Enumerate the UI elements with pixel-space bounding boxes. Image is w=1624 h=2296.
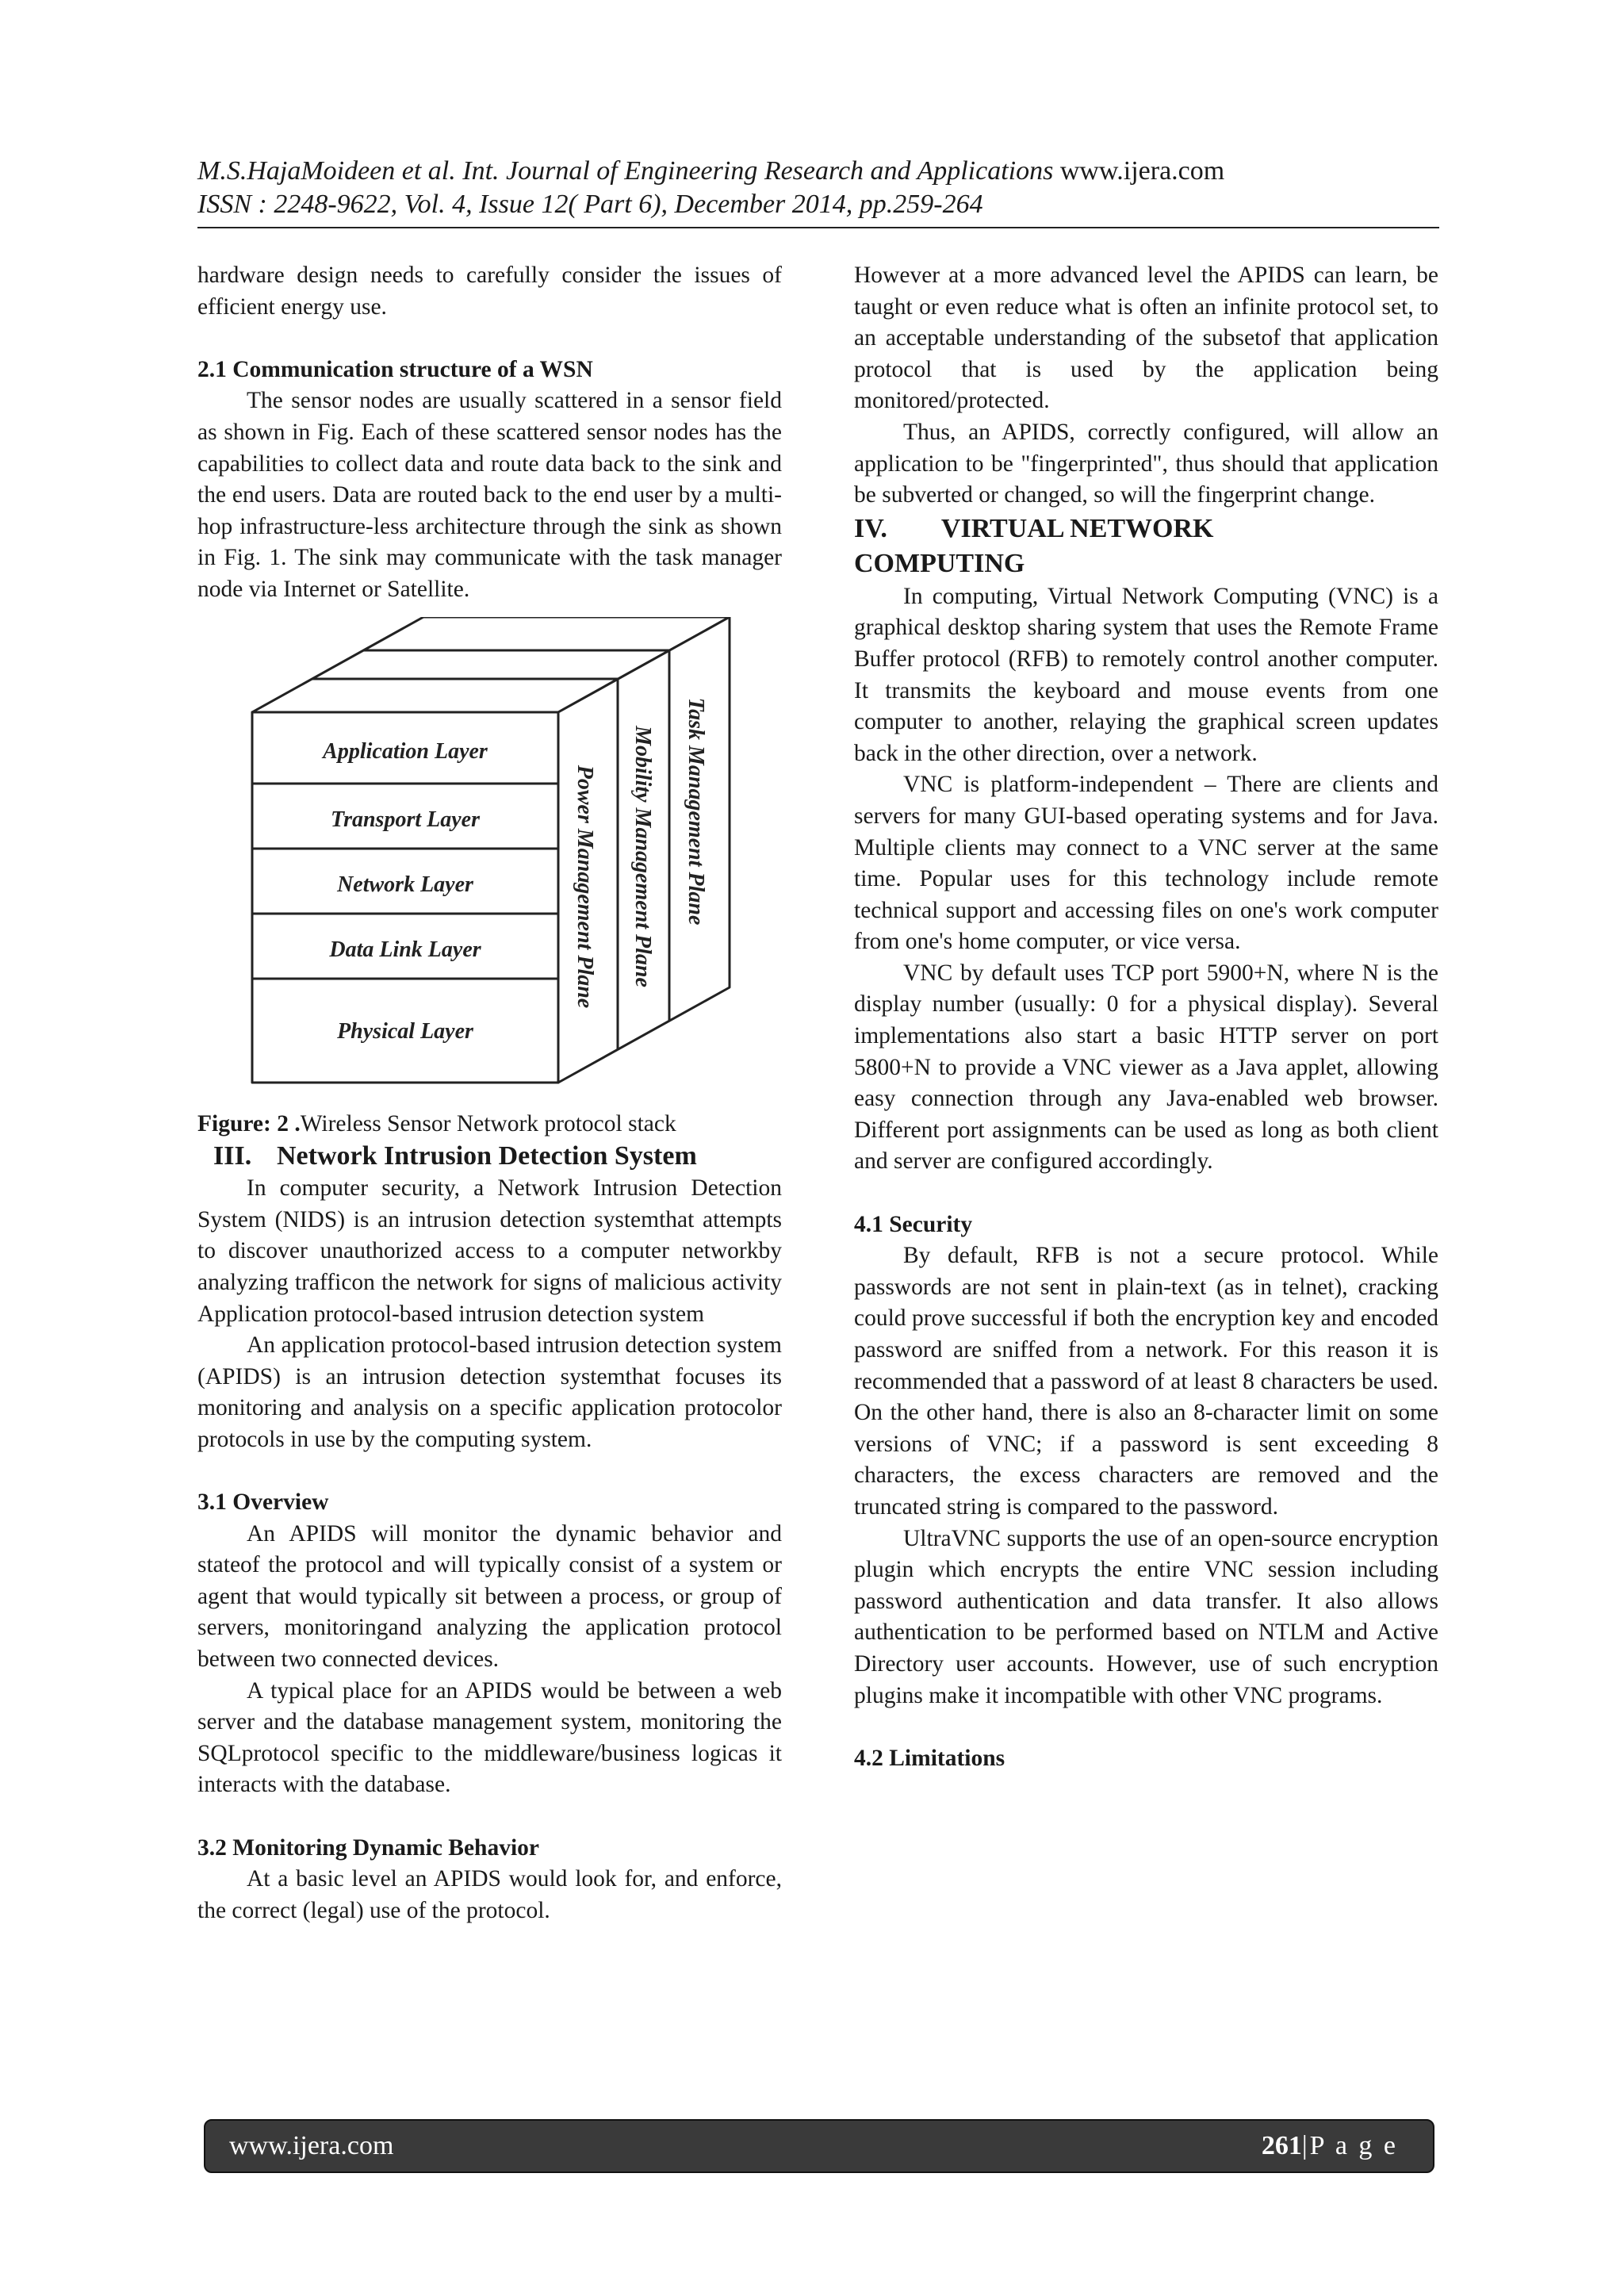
plane-label-task: Task Management Plane (684, 697, 708, 925)
paragraph: An APIDS will monitor the dynamic behavior and stateof the protocol and will typically consist of a system or agent that would typically sit between a process, or group of servers, monitoringand analyzing the application protocol between two connected devices. (197, 1520, 782, 1673)
section-title-line2: COMPUTING (854, 548, 1025, 578)
layer-label-transport: Transport Layer (331, 807, 480, 832)
header-citation: M.S.HajaMoideen et al. Int. Journal of Engineering Research and Applications (197, 156, 1054, 186)
layer-label-physical: Physical Layer (337, 1018, 473, 1044)
page-number-value: 261 (1261, 2131, 1302, 2160)
paragraph: The sensor nodes are usually scattered in a sensor field as shown in Fig. Each of these scattered sensor nodes has the capabilities to collect data and route data back to the sink and the end users. Data are routed back to the end user by a multi-hop infrastructure-less architecture through the sink as shown in Fig. 1. The sink may communicate with the task manager node via Internet or Satellite. (197, 388, 782, 602)
protocol-stack-diagram (197, 617, 782, 1109)
section-number: IV. (854, 513, 887, 543)
right-column (854, 260, 1438, 1774)
subsection-heading-4-1: 4.1 Security (854, 1211, 973, 1237)
paragraph: Thus, an APIDS, correctly configured, will allow an application to be "fingerprinted", thus should that application be subverted or changed, so will the fingerprint change. (854, 419, 1438, 508)
paragraph: A typical place for an APIDS would be between a web server and the database management system, monitoring the SQLprotocol specific to the middleware/business logicas it interacts with the database. (197, 1677, 782, 1798)
paragraph: In computing, Virtual Network Computing (VNC) is a graphical desktop sharing system that uses the Remote Frame Buffer protocol (RFB) to remotely control another computer. It transmits the keyboard and mouse events from one computer to another, relaying the graphical screen updates back in the other direction, over a network. (854, 583, 1438, 766)
paragraph: VNC by default uses TCP port 5900+N, where N is the display number (usually: 0 for a physical display). Several implementations also start a basic HTTP server on port 5800+N to provide a VNC viewer as a Java applet, allowing easy connection through any Java-enabled web browser. Different port assignments can be used as long as both client and server are configured accordingly. (854, 960, 1438, 1175)
subsection-heading-4-2: 4.2 Limitations (854, 1745, 1005, 1771)
paragraph: UltraVNC supports the use of an open-source encryption plugin which encrypts the entire VNC session including password authentication and data transfer. It also allows authentication to be performed based on NTLM and Active Directory user accounts. However, use of such encryption plugins make it incompatible with other VNC programs. (854, 1525, 1438, 1708)
paragraph: At a basic level an APIDS would look for, and enforce, the correct (legal) use of the protocol. (197, 1866, 782, 1923)
page-number (1262, 2121, 1398, 2171)
subsection-heading-2-1: 2.1 Communication structure of a WSN (197, 356, 593, 382)
paragraph: VNC is platform-independent – There are clients and servers for many GUI-based operating systems and for Java. Multiple clients may connect to a VNC server at the same time. Popular uses for this technology include remote technical support and accessing files on one's work computer from one's home computer, or vice versa. (854, 772, 1438, 955)
footer-site-link[interactable]: www.ijera.com (229, 2131, 394, 2160)
paragraph: By default, RFB is not a secure protocol. While passwords are not sent in plain-text (as in telnet), cracking could prove successful if both the encryption key and encoded password are sniffed from a network. For this reason it is recommended that a password of at least 8 characters be used. On the other hand, there is also an 8-character limit on some versions of VNC; if a password is sent exceeding 8 characters, the excess characters are removed and the truncated string is compared to the password. (854, 1243, 1438, 1520)
subsection-heading-3-1: 3.1 Overview (197, 1489, 329, 1516)
layer-label-network: Network Layer (337, 872, 473, 897)
left-column (197, 260, 782, 1926)
header-rule (197, 227, 1439, 228)
subsection-heading-3-2: 3.2 Monitoring Dynamic Behavior (197, 1834, 540, 1861)
page-word: |P a g e (1301, 2131, 1398, 2160)
section-title: Network Intrusion Detection System (277, 1141, 697, 1171)
header-citation-line (197, 155, 1439, 188)
figure-caption-label: Figure: 2 . (197, 1110, 301, 1137)
section-heading-3 (197, 1140, 782, 1173)
layer-label-data-link: Data Link Layer (329, 937, 481, 962)
page-footer (204, 2119, 1434, 2173)
running-header (197, 155, 1439, 221)
paragraph: In computer security, a Network Intrusion Detection System (NIDS) is an intrusion detection systemthat attempts to discover unauthorized access to a computer networkby analyzing trafficon the network for signs of malicious activity Application protocol-based intrusion detection system (197, 1175, 782, 1327)
section-title-line1: VIRTUAL NETWORK (940, 513, 1214, 543)
paragraph: An application protocol-based intrusion detection system (APIDS) is an intrusion detection systemthat focuses its monitoring and analysis on a specific application protocolor protocols in use by the computing system. (197, 1332, 782, 1452)
figure-caption-text: Wireless Sensor Network protocol stack (300, 1110, 676, 1137)
layer-label-application: Application Layer (323, 738, 488, 764)
paragraph: hardware design needs to carefully consider the issues of efficient energy use. (197, 263, 782, 320)
section-number: III. (213, 1141, 252, 1171)
paragraph: However at a more advanced level the APIDS can learn, be taught or even reduce what is often an infinite protocol set, to an acceptable understanding of the subsetof that application protocol that is used by the application being monitored/protected. (854, 263, 1438, 414)
section-heading-4 (854, 512, 1438, 581)
plane-label-power: Power Management Plane (573, 765, 597, 1008)
plane-label-mobility: Mobility Management Plane (630, 725, 655, 987)
figure-caption (197, 1109, 782, 1140)
figure-protocol-stack (197, 617, 782, 1109)
header-issn-line: ISSN : 2248-9622, Vol. 4, Issue 12( Part 6), December 2014, pp.259-264 (197, 190, 983, 219)
header-site-link[interactable]: www.ijera.com (1059, 156, 1225, 186)
